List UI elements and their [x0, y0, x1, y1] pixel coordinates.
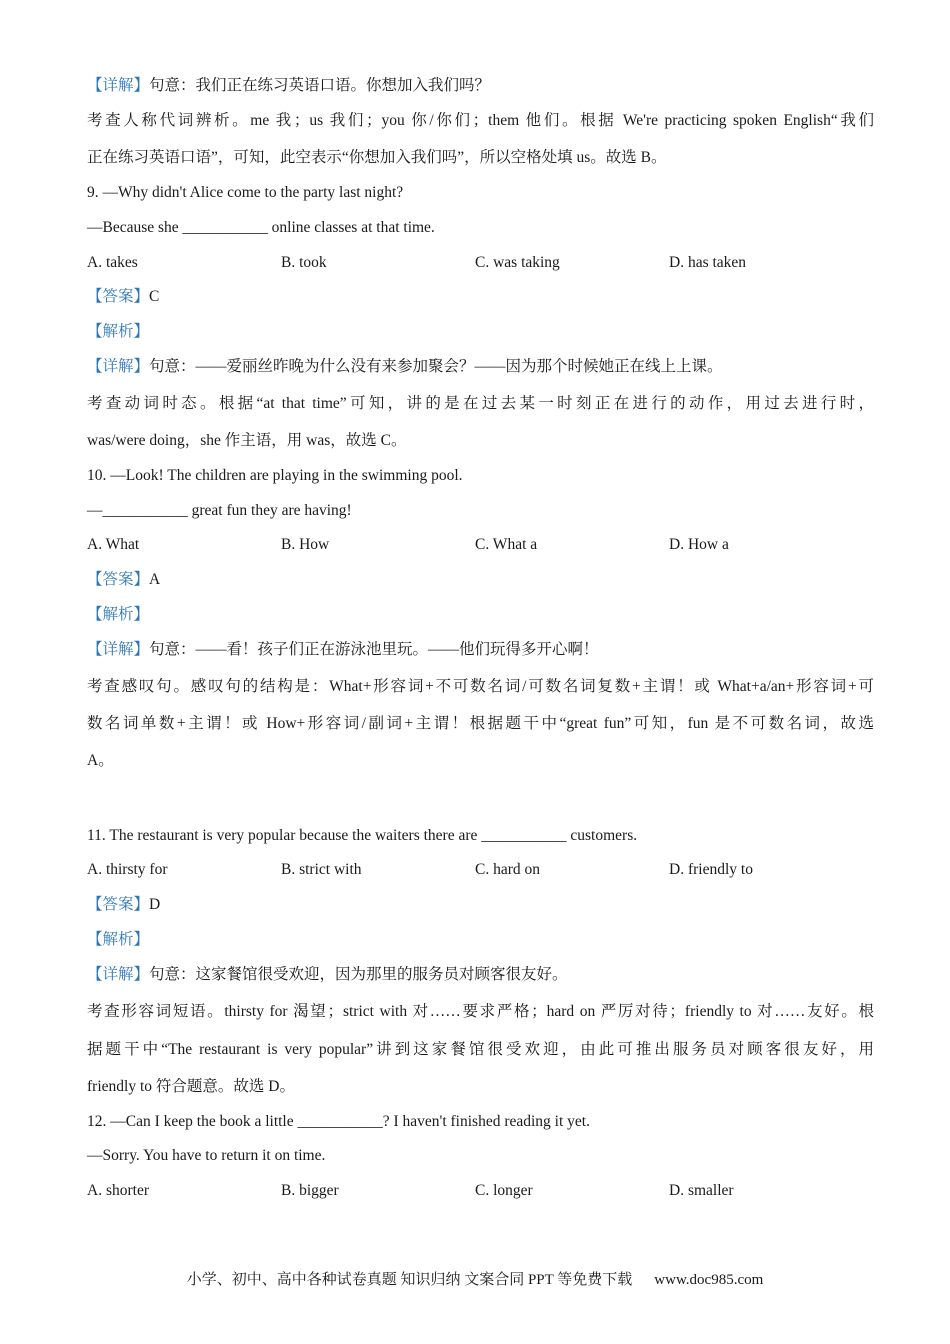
q12-stem — [87, 1112, 874, 1132]
q9-explanation-line-1: 考查动词时态。根据“at that time”可知，讲的是在过去某一时刻正在进行的动作，用过去进行时， — [87, 395, 874, 412]
detail-text: 句意：——看！孩子们正在游泳池里玩。——他们玩得多开心啊！ — [149, 641, 599, 658]
q11-option-c: C. hard on — [475, 861, 541, 878]
q11-detail — [87, 965, 874, 985]
question-stem-text: —Why didn't Alice come to the party last night? — [102, 184, 404, 201]
q11-explanation-line-2: 据题干中“The restaurant is very popular”讲到这家餐馆很受欢迎，由此可推出服务员对顾客很友好，用 — [87, 1041, 874, 1058]
q11-analysis-tag: 【解析】 — [87, 931, 150, 948]
question-number: 9. — [87, 184, 99, 201]
answer-value: D — [149, 896, 161, 913]
q8-explanation-line-1: 考查人称代词辨析。me 我；us 我们；you 你/你们；them 他们。根据 We're practicing spoken English“我们 — [87, 112, 874, 129]
q11-stem — [87, 826, 874, 846]
answer-tag: 【答案】 — [87, 288, 150, 305]
q10-option-c: C. What a — [475, 536, 538, 553]
detail-tag: 【详解】 — [87, 641, 150, 658]
q10-option-b: B. How — [281, 536, 330, 553]
q10-explanation-line-3: A。 — [87, 752, 114, 769]
detail-text: 句意：这家餐馆很受欢迎，因为那里的服务员对顾客很友好。 — [149, 966, 568, 983]
question-stem-text: The restaurant is very popular because the waiters there are ___________ customers. — [109, 827, 638, 844]
question-number: 10. — [87, 467, 107, 484]
q11-option-d: D. friendly to — [669, 861, 753, 878]
question-stem-text: —Look! The children are playing in the swimming pool. — [110, 467, 463, 484]
detail-tag: 【详解】 — [87, 358, 150, 375]
q12-option-b: B. bigger — [281, 1182, 339, 1199]
q10-option-a: A. What — [87, 536, 140, 553]
q10-explanation-line-2: 数名词单数+主谓！或 How+形容词/副词+主谓！根据题干中“great fun”可知，fun 是不可数名词，故选 — [87, 715, 874, 732]
q10-stem — [87, 466, 874, 486]
page-footer — [0, 1270, 950, 1290]
q9-stem — [87, 183, 874, 203]
q10-explanation-line-1: 考查感叹句。感叹句的结构是：What+形容词+不可数名词/可数名词复数+主谓！或 What+a/an+形容词+可 — [87, 678, 874, 695]
answer-tag: 【答案】 — [87, 571, 150, 588]
q11-answer — [87, 895, 874, 915]
q9-option-b: B. took — [281, 254, 327, 271]
q9-stem-2: —Because she ___________ online classes at that time. — [87, 219, 435, 236]
q11-option-a: A. thirsty for — [87, 861, 168, 878]
q9-explanation-line-2: was/were doing，she 作主语，用 was，故选 C。 — [87, 432, 407, 449]
question-number: 11. — [87, 827, 106, 844]
q12-stem-2: —Sorry. You have to return it on time. — [87, 1147, 326, 1164]
answer-value: A — [149, 571, 161, 588]
q11-explanation-line-3: friendly to 符合题意。故选 D。 — [87, 1078, 295, 1095]
q10-analysis-tag: 【解析】 — [87, 606, 150, 623]
q10-detail — [87, 640, 874, 660]
q8-detail-line — [87, 76, 874, 96]
q10-answer — [87, 570, 874, 590]
q9-analysis-tag: 【解析】 — [87, 323, 150, 340]
q9-answer — [87, 287, 874, 307]
footer-url-link[interactable]: www.doc985.com — [654, 1272, 764, 1288]
q12-option-c: C. longer — [475, 1182, 533, 1199]
q12-option-d: D. smaller — [669, 1182, 734, 1199]
q8-explanation-line-2: 正在练习英语口语”，可知，此空表示“你想加入我们吗”，所以空格处填 us。故选 B。 — [87, 149, 667, 166]
detail-tag: 【详解】 — [87, 77, 150, 94]
q10-option-d: D. How a — [669, 536, 729, 553]
q11-explanation-line-1: 考查形容词短语。thirsty for 渴望；strict with 对……要求严格；hard on 严厉对待；friendly to 对……友好。根 — [87, 1003, 874, 1020]
footer-text: 小学、初中、高中各种试卷真题 知识归纳 文案合同 PPT 等免费下载 — [186, 1272, 633, 1288]
question-number: 12. — [87, 1113, 107, 1130]
q9-detail — [87, 357, 874, 377]
q12-option-a: A. shorter — [87, 1182, 149, 1199]
q11-option-b: B. strict with — [281, 861, 362, 878]
q9-option-c: C. was taking — [475, 254, 560, 271]
detail-tag: 【详解】 — [87, 966, 150, 983]
detail-text: 句意：我们正在练习英语口语。你想加入我们吗？ — [149, 77, 491, 94]
answer-tag: 【答案】 — [87, 896, 150, 913]
answer-value: C — [149, 288, 160, 305]
q10-stem-2: —___________ great fun they are having! — [87, 502, 352, 519]
q9-option-d: D. has taken — [669, 254, 747, 271]
detail-text: 句意：——爱丽丝昨晚为什么没有来参加聚会？——因为那个时候她正在线上上课。 — [149, 358, 723, 375]
q9-option-a: A. takes — [87, 254, 138, 271]
question-stem-text: —Can I keep the book a little ___________? I haven't finished reading it yet. — [110, 1113, 590, 1130]
